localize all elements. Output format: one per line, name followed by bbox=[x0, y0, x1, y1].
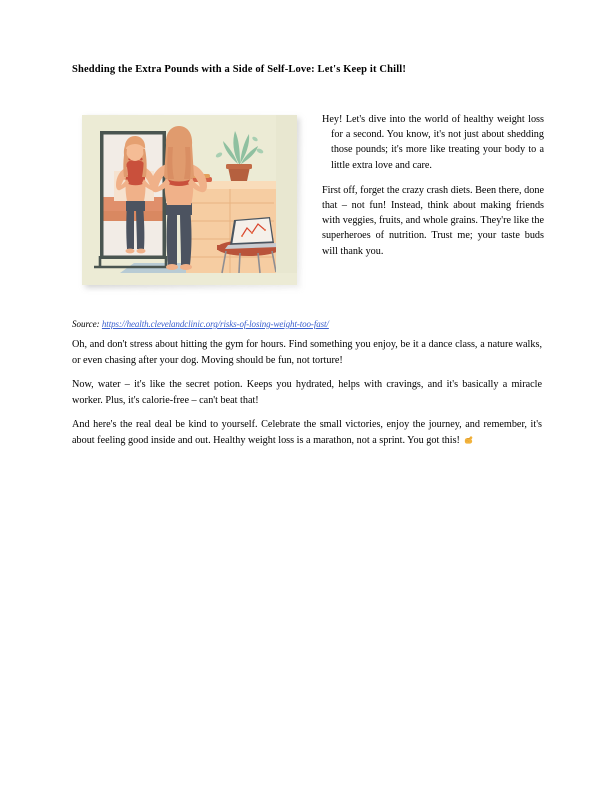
source-link[interactable]: https://health.clevelandclinic.org/risks-of-losing-weight-too-fast/ bbox=[101, 319, 329, 329]
body-paragraph-1: Oh, and don't stress about hitting the gym for hours. Find something you enjoy, be it a dance class, a nature walks, or even chasing after your dog. Moving should be fun, not torture! bbox=[72, 339, 542, 366]
source-label: Source: bbox=[72, 319, 100, 329]
body-paragraph-3 bbox=[72, 417, 542, 448]
right-column-text bbox=[322, 112, 544, 269]
page-title: Shedding the Extra Pounds with a Side of Self-Love: Let's Keep it Chill! bbox=[72, 64, 406, 75]
right-paragraph-2: First off, forget the crazy crash diets. Been there, done that – not fun! Instead, think about making friends with veggies, fruits, and whole grains. They're like the superheroes of nutrition. Trust me; your taste buds will thank you. bbox=[322, 184, 544, 257]
woman-looking-in-mirror-illustration bbox=[82, 115, 297, 285]
right-paragraph-1 bbox=[322, 112, 544, 173]
right-paragraph-1-text: Hey! Let's dive into the world of healthy weight loss for a second. You know, it's not just about shedding those pounds; it's more like treating your body to a little extra love and care. bbox=[322, 114, 544, 171]
figure-container bbox=[82, 115, 297, 285]
flexed-biceps-icon bbox=[460, 434, 474, 446]
source-line bbox=[72, 318, 329, 331]
body-paragraph-3-text: And here's the real deal be kind to yourself. Celebrate the small victories, enjoy the journey, and remember, it's about feeling good inside and out. Healthy weight loss is a marathon, not a sprint. You got this! bbox=[72, 419, 542, 446]
body-text bbox=[72, 337, 542, 448]
body-paragraph-2: Now, water – it's like the secret potion. Keeps you hydrated, helps with cravings, and it's basically a miracle worker. Plus, it's calorie-free – can't beat that! bbox=[72, 379, 542, 406]
